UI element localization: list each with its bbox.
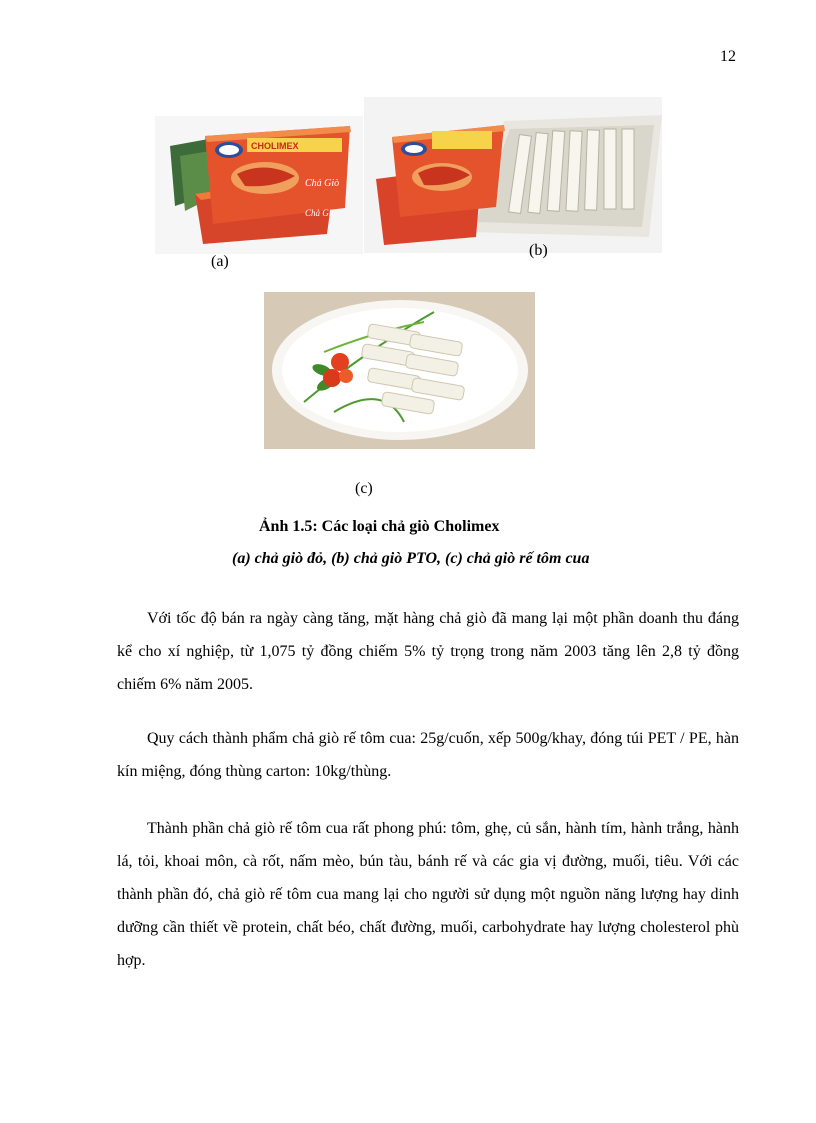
figure-a-image <box>155 116 363 254</box>
plate-spring-rolls-illustration <box>264 292 535 449</box>
figure-c-label: (c) <box>355 480 373 497</box>
body-paragraph: Quy cách thành phẩm chả giò rế tôm cua: 25g/cuốn, xếp 500g/khay, đóng túi PET / PE, hàn kín miệng, đóng thùng carton: 10kg/thùng. <box>117 730 739 780</box>
page-number: 12 <box>720 48 736 65</box>
figure-b-image <box>364 97 662 253</box>
body-paragraph: Thành phần chả giò rế tôm cua rất phong phú: tôm, ghẹ, củ sắn, hành tím, hành trắng, hành lá, tỏi, khoai môn, cà rốt, nấm mèo, bún tàu, bánh rế và các gia vị đường, muối, tiêu. Với các thành phần đó, chả giò rế tôm cua mang lại cho người sử dụng một nguồn năng lượng hay dinh dưỡng cần thiết về protein, chất béo, chất đường, muối, carbohydrate hay lượng cholesterol phù hợp. <box>117 820 739 969</box>
red-boxes-illustration <box>155 116 363 254</box>
box-brand-text: CHOLIMEX <box>251 141 299 151</box>
svg-text:Chả Giò: Chả Giò <box>305 208 336 218</box>
figure-c-image <box>264 292 535 449</box>
pto-boxes-tray-illustration <box>364 97 662 253</box>
figure-caption-title: Ảnh 1.5: Các loại chả giò Cholimex <box>259 518 500 535</box>
figure-caption-subtitle: (a) chả giò đỏ, (b) chả giò PTO, (c) chả giò rế tôm cua <box>232 550 590 567</box>
figure-b-label: (b) <box>529 242 548 259</box>
body-paragraph: Với tốc độ bán ra ngày càng tăng, mặt hàng chả giò đã mang lại một phần doanh thu đáng kể cho xí nghiệp, từ 1,075 tỷ đồng chiếm 5% tỷ trọng trong năm 2003 tăng lên 2,8 tỷ đồng chiếm 6% năm 2005. <box>117 610 739 693</box>
box-product-text: Chả Giò <box>305 178 340 189</box>
figure-a-label: (a) <box>211 253 229 270</box>
